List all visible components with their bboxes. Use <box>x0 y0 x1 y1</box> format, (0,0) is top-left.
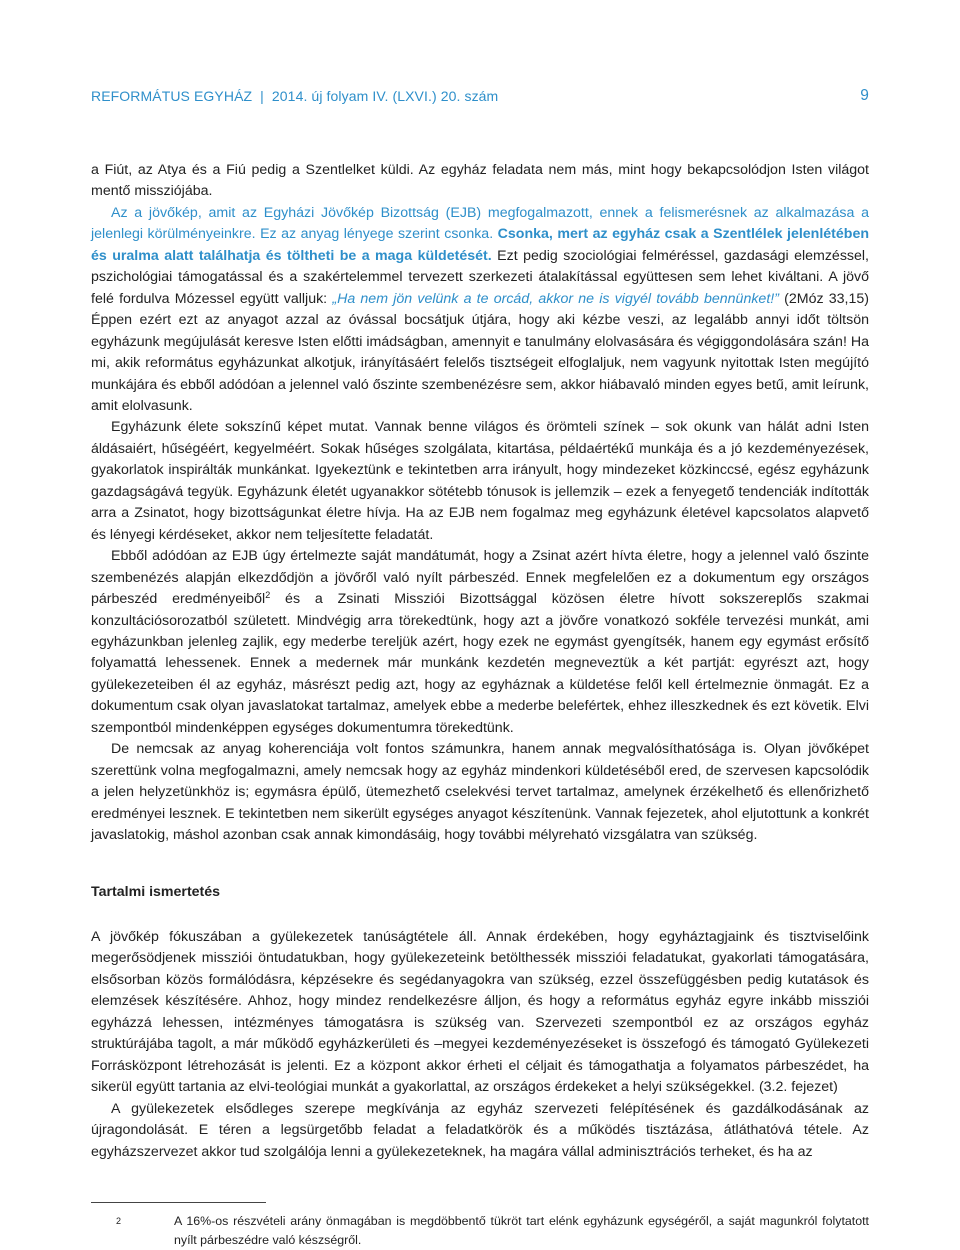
issue-info: 2014. új folyam IV. (LXVI.) 20. szám <box>271 88 499 104</box>
paragraph: De nemcsak az anyag koherenciája volt fontos számunkra, hanem annak megvalósíthatósága is. Olyan jövőképet szerettünk volna megfogalmazni, amely nemcsak hogy az egyház mindenkori küldetéséből ered, de szervesen kapcsolódik a jelen helyzetünkhöz is; egymásra épülő, ütemezhető cselekvési tervet tartalmaz, amelynek érzékelhető és ellenőrizhető eredményei lesznek. E tekintetben nem sikerült egységes anyagot készítenünk. Vannak fejezetek, ahol eljutottunk a konkrét javaslatokig, máshol azonban csak annak kimondásáig, hogy további mélyreható vizsgálatra van szükség. <box>91 741 869 844</box>
section-heading: Tartalmi ismertetés <box>91 884 221 900</box>
main-text <box>91 160 869 847</box>
footnote-number: 2 <box>116 1216 122 1226</box>
highlighted-bold-text: Csonka, mert az egyház csak a Szentlélek jelenlétében és uralma alatt találhatja és töltheti be a maga küldetését. <box>91 226 870 264</box>
paragraph-text: és a Zsinati Missziói Bizottsággal közösen életre hívott sokszereplős szakmai konzultációsorozatból született. Mindvégig arra törekedtünk, hogy azt a jövőre vonatkozó sokféle tervezési munkát, ami egyházunkban jelenleg zajlik, egy mederbe tereljük azért, hogy ezek ne egymást gyengítsék, hanem egy egymást erősítő folyamattá lehessenek. Ennek a medernek már munkánk kezdetén megneveztük a két partját: egyrészt azt, hogy gyülekezeteiben él az egyház, másrészt pedig azt, hogy az egyháznak a küldetése felől kell értelmeznie önmagát. Ez a dokumentum csak olyan javaslatokat tartalmaz, amelyek ebbe a mederbe belefértek, ehhez illeszkednek és ezt követik. Elvi szempontból mindenképpen egységes dokumentumra törekedtünk. <box>91 591 869 736</box>
paragraph-text: Ebből adódóan az EJB úgy értelmezte saját mandátumát, hogy a Zsinat azért hívta életre, hogy a jelennel való őszinte szembenézés alapján elkezdődjön a jövőről való nyílt párbeszéd. Ennek megfelelően ez a dokumentum egy országos párbeszéd eredményeiből <box>91 548 869 608</box>
bible-quote: „Ha nem jön velünk a te orcád, akkor ne is vigyél tovább bennünket!” <box>332 290 779 307</box>
paragraph-text: (2Móz 33,15) Éppen ezért ezt az anyagot azzal az óvással bocsátjuk útjára, hogy aki kézbe veszi, az legalább annyi időt töltsön egyházunk megújulását keresve Isten előtti imádságban, amennyit e tanulmány elolvasására és végiggondolására szán! Ha mi, akik református egyházunkat alkotjuk, irányításáért felelős tisztségeit elfoglaljuk, nem vagyunk nyitottak Isten megújító munkájára és ebből adódóan a jelennel való őszinte szembenézésre sem, akkor hiábavaló minden egyes betű, amit leírunk, amit elolvasunk. <box>91 290 870 414</box>
paragraph-text: Ezt pedig szociológiai felméréssel, gazdasági elemzéssel, pszichológiai támogatással és a szakértelemmel tervezett szerkezeti átalakítással együttesen sem lehet kiváltani. A jövő felé fordulva Mózessel együtt valljuk: <box>91 247 869 307</box>
footnote <box>91 1212 869 1250</box>
paragraph: A jövőkép fókuszában a gyülekezetek tanúságtétele áll. Annak érdekében, hogy egyháztagjaink és tisztviselőink megerősödjenek missziói öntudatukban, hogy gyülekezeteink betölthessék missziói feladatukat, gyakorlati támogatására, elsősorban közös formálódásra, képzésekre és segédanyagokra van szükség, ezzel összefüggésben pedig kutatások és elemzések készítésére. Ahhoz, hogy mindez rendelkezésre álljon, és hogy a református egyház egyre inkább missziói egyházzá lehessen, intézményes támogatásra is szükség van. Szervezeti szempontból ez az országos egyház struktúrájába tagolt, a már működő egyházkerületi és –megyei kezdeményezéseket is összefogó és támogató Gyülekezeti Forrásközpont létrehozását is jelenti. Ez a központ akkor érheti el céljait és támogathatja a folyamatos párbeszédet, ha sikerül együtt tartania az elvi-teológiai munkát a gyakorlattal, az országos érdekeket a helyi szükségekkel. (3.2. fejezet) <box>91 929 869 1096</box>
section-text <box>91 927 869 1163</box>
page-number: 9 <box>860 87 869 104</box>
paragraph: a Fiút, az Atya és a Fiú pedig a Szentlelket küldi. Az egyház feladata nem más, mint hogy bekapcsolódjon Isten világot mentő missziójába. <box>91 162 869 200</box>
footnote-text: A 16%-os részvételi arány önmagában is megdöbbentő tükröt tart elénk egyházunk egységéről, a saját magunkról folytatott nyílt párbeszédre való készségről. <box>174 1214 869 1247</box>
footnote-divider <box>91 1202 266 1203</box>
paragraph: A gyülekezetek elsődleges szerepe megkívánja az egyház szervezeti felépítésének és gazdálkodásának az újragondolását. E téren a legsürgetőbb feladat a feladatkörök és a működés tisztázása, átláthatóvá tétele. Az egyházszervezet akkor tud szolgálója lenni a gyülekezeteknek, ha magára vállal adminisztrációs terheket, és ha az <box>91 1100 869 1160</box>
header-separator: | <box>260 88 264 104</box>
running-header <box>91 88 869 104</box>
footnote-ref[interactable]: 2 <box>265 590 271 601</box>
highlighted-text: Az a jövőkép, amit az Egyházi Jövőkép Bizottság (EJB) megfogalmazott, ennek a felismerésnek az alkalmazása a jelenlegi körülményeinkre. Ez az anyag lényege szerint csonka. <box>91 204 869 243</box>
paragraph: Egyházunk élete sokszínű képet mutat. Vannak benne világos és örömteli színek – sok okunk van hálát adni Isten áldásaiért, hűségéért, kegyelméért. Sokak hűséges szolgálata, kitartása, példaértékű munkája és a jó kezdeményezések, gyakorlatok inspirálták munkánkat. Igyekeztünk e tekintetben arra irányult, hogy mindezeket közkinccsé, egész egyházunk gazdagságává tegyük. Egyházunk életét ugyanakkor sötétebb tónusok is jellemzik – ezek a fenyegető tendenciák indították arra a Zsinatot, hogy bizottságunkat életre hívja. Ha az EJB nem fogalmaz meg egyházunk életével kapcsolatos alapvető és lényegi kérdéseket, akkor nem teljesítette feladatát. <box>91 419 869 543</box>
paragraph <box>91 546 869 739</box>
paragraph <box>91 203 869 418</box>
journal-title: REFORMÁTUS EGYHÁZ <box>91 88 253 104</box>
